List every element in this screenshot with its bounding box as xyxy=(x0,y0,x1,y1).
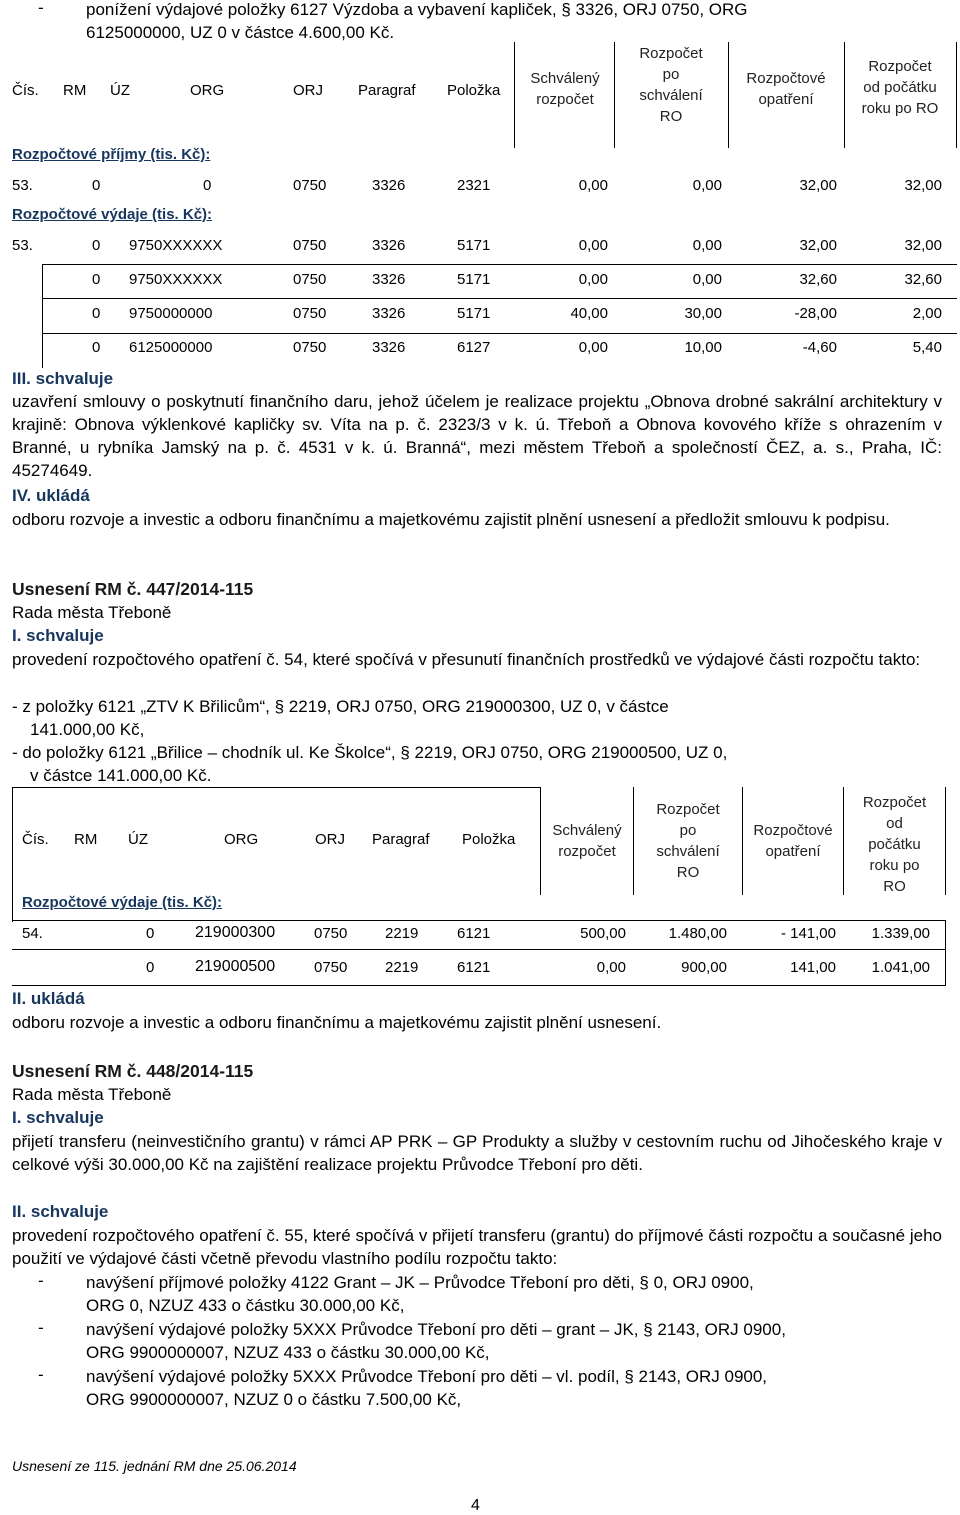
table2-cell: 0750 xyxy=(314,925,348,942)
table1-cell: 0 xyxy=(92,271,101,288)
table1-cell: 2,00 xyxy=(912,305,942,322)
table2-cell: 500,00 xyxy=(580,925,626,942)
table1-cell: 6127 xyxy=(457,339,491,356)
resolution-447-item-2a: - do položky 6121 „Břilice – chodník ul. Ke Školce“, § 2219, ORJ 0750, ORG 219000500, UZ 0, xyxy=(12,743,728,762)
header-text: Rozpočet xyxy=(639,45,703,62)
table1-header-paragraf: Paragraf xyxy=(358,82,416,99)
resolution-448-item-2b: ORG 9900000007, NZUZ 433 o částku 30.000,00 Kč, xyxy=(86,1343,490,1362)
table2-cell: 141,00 xyxy=(790,959,836,976)
resolution-448-heading-1: I. schvaluje xyxy=(12,1108,104,1127)
table2-header-paragraf: Paragraf xyxy=(372,831,430,848)
resolution-447-item-1b: 141.000,00 Kč, xyxy=(30,720,145,739)
table1-header-orj: ORJ xyxy=(293,82,323,99)
page-number: 4 xyxy=(471,1497,480,1514)
table1-section-prijmy: Rozpočtové příjmy (tis. Kč): xyxy=(12,146,211,163)
table1-hline xyxy=(42,264,957,265)
resolution-447-text-1: provedení rozpočtového opatření č. 54, které spočívá v přesunutí finančních prostředků ve výdajové části rozpočtu takto: xyxy=(12,650,921,669)
table2-header-opatreni xyxy=(743,820,843,862)
table1-cell: 32,00 xyxy=(904,177,942,194)
section-iv-text: odboru rozvoje a investic a odboru finančnímu a majetkovému zajistit plnění usnesení a předložit smlouvu k podpisu. xyxy=(12,510,890,529)
header-text: po xyxy=(679,822,697,839)
table1-cell: 32,00 xyxy=(799,237,837,254)
table2-cell: - 141,00 xyxy=(780,925,836,942)
table2-hline xyxy=(12,920,946,921)
table1-cell: 30,00 xyxy=(684,305,722,322)
table2-cell: 2219 xyxy=(385,959,419,976)
table1-cell: 5,40 xyxy=(912,339,942,356)
table1-cell: 3326 xyxy=(372,237,406,254)
resolution-448-item-1a: navýšení příjmové položky 4122 Grant – JK – Průvodce Třeboní pro děti, § 0, ORJ 0900, xyxy=(86,1273,754,1292)
header-text: Rozpočet xyxy=(868,58,932,75)
table2-vline xyxy=(945,787,946,895)
header-text: RO xyxy=(676,864,700,881)
table1-hline xyxy=(42,298,957,299)
header-text: Rozpočet xyxy=(656,801,720,818)
header-text: počátku xyxy=(868,836,921,853)
table2-cell: 2219 xyxy=(385,925,419,942)
resolution-447-body: Rada města Třeboně xyxy=(12,603,172,622)
resolution-447-heading-1: I. schvaluje xyxy=(12,626,104,645)
table1-vline xyxy=(514,42,515,148)
table1-vline xyxy=(42,264,43,368)
intro-line-2: 6125000000, UZ 0 v částce 4.600,00 Kč. xyxy=(86,23,395,42)
table2-vline xyxy=(945,920,946,986)
header-text: Rozpočet xyxy=(862,794,927,811)
resolution-448-title: Usnesení RM č. 448/2014-115 xyxy=(12,1061,254,1081)
table1-cell: -28,00 xyxy=(794,305,837,322)
bullet-dash: - xyxy=(38,1318,44,1337)
header-text: Rozpočtové xyxy=(746,70,826,87)
table1-cell: 9750000000 xyxy=(129,305,213,322)
table1-section-vydaje: Rozpočtové výdaje (tis. Kč): xyxy=(12,206,213,223)
table2-cell: 0,00 xyxy=(596,959,626,976)
header-text: opatření xyxy=(765,843,821,860)
table2-header-schvaleny xyxy=(541,820,633,862)
table2-header-cis: Čís. xyxy=(22,831,49,848)
table1-cell: -4,60 xyxy=(802,339,837,356)
table1-cell: 9750XXXXXX xyxy=(129,271,223,288)
table1-header-rm: RM xyxy=(63,82,87,99)
table1-cell: 32,00 xyxy=(799,177,837,194)
table1-header-od-pocatku xyxy=(845,56,955,119)
table1-header-polozka: Položka xyxy=(447,82,501,99)
table1-header-schvaleny xyxy=(516,68,614,110)
table2-section-vydaje: Rozpočtové výdaje (tis. Kč): xyxy=(22,894,223,911)
resolution-448-item-3b: ORG 9900000007, NZUZ 0 o částku 7.500,00 Kč, xyxy=(86,1390,462,1409)
section-iii-heading: III. schvaluje xyxy=(12,369,114,388)
table1-vline xyxy=(956,42,957,148)
header-text: od počátku xyxy=(863,79,937,96)
table1-cell: 0,00 xyxy=(578,339,608,356)
resolution-447-item-2b: v částce 141.000,00 Kč. xyxy=(30,766,212,785)
table1-cell: 0750 xyxy=(293,339,327,356)
table2-header-rm: RM xyxy=(74,831,98,848)
table1-cell: 0750 xyxy=(293,305,327,322)
table2-header-polozka: Položka xyxy=(462,831,516,848)
table1-cell: 0 xyxy=(92,305,101,322)
table1-cell: 0 xyxy=(203,177,212,194)
table1-header-po-schvaleni xyxy=(615,43,727,127)
table2-cell: 219000500 xyxy=(195,958,276,975)
resolution-448-item-2a: navýšení výdajové položky 5XXX Průvodce Třeboní pro děti – grant – JK, § 2143, ORJ 0900, xyxy=(86,1320,786,1339)
table2-hline xyxy=(12,787,540,788)
table1-header-uz: ÚZ xyxy=(110,82,130,99)
table1-cell: 0 xyxy=(92,177,101,194)
header-text: Rozpočtové xyxy=(753,822,833,839)
table2-cell: 6121 xyxy=(457,925,491,942)
resolution-447-item-1a: - z položky 6121 „ZTV K Břilicům“, § 2219, ORJ 0750, ORG 219000300, UZ 0, v částce xyxy=(12,697,669,716)
table1-cell: 0,00 xyxy=(578,271,608,288)
table1-cell: 32,60 xyxy=(799,271,837,288)
header-text: Schválený xyxy=(552,822,622,839)
header-text: roku po RO xyxy=(861,100,939,117)
table1-header-cis: Čís. xyxy=(12,82,39,99)
header-text: po xyxy=(662,66,680,83)
table1-hline xyxy=(42,333,957,334)
header-text: rozpočet xyxy=(558,843,616,860)
table2-hline xyxy=(12,949,946,950)
resolution-448-text-1: přijetí transferu (neinvestičního grantu) v rámci AP PRK – GP Produkty a služby v cestovním ruchu od Jihočeského kraje v celkové výši 30.000,00 Kč na zajištění realizace projektu Průvodce Třeboní pro děti. xyxy=(12,1132,942,1174)
resolution-448-heading-2: II. schvaluje xyxy=(12,1202,109,1221)
header-text: opatření xyxy=(758,91,814,108)
table1-cell: 0,00 xyxy=(578,177,608,194)
table1-cell: 3326 xyxy=(372,339,406,356)
table1-cell: 5171 xyxy=(457,271,491,288)
header-text: rozpočet xyxy=(536,91,594,108)
table1-cell: 32,00 xyxy=(904,237,942,254)
table2-cell: 1.041,00 xyxy=(871,959,930,976)
header-text: od xyxy=(886,815,903,832)
table1-cell: 53. xyxy=(12,177,33,194)
table1-cell: 0,00 xyxy=(692,237,722,254)
resolution-448-text-2: provedení rozpočtového opatření č. 55, které spočívá v přijetí transferu (grantu) do příjmové části rozpočtu a současné jeho použití ve výdajové části včetně převodu vlastního podílu rozpočtu takto: xyxy=(12,1226,942,1268)
table1-header-opatreni xyxy=(729,68,843,110)
header-text: RO xyxy=(659,108,683,125)
section-iv-heading: IV. ukládá xyxy=(12,486,90,505)
bullet-dash: - xyxy=(38,1271,44,1290)
table2-cell: 54. xyxy=(22,925,43,942)
table2-header-od-pocatku xyxy=(844,792,945,897)
bullet-dash: - xyxy=(38,1365,44,1384)
table2-cell: 1.480,00 xyxy=(668,925,727,942)
table1-cell: 40,00 xyxy=(570,305,608,322)
header-text: schválení xyxy=(639,87,703,104)
table2-cell: 0 xyxy=(146,959,155,976)
table2-hline xyxy=(12,985,946,986)
header-text: Schválený xyxy=(530,70,600,87)
table1-cell: 0 xyxy=(92,237,101,254)
table1-cell: 0,00 xyxy=(692,177,722,194)
table1-cell: 32,60 xyxy=(904,271,942,288)
resolution-447-text-2: odboru rozvoje a investic a odboru finančnímu a majetkovému zajistit plnění usnesení. xyxy=(12,1013,662,1032)
table2-header-orj: ORJ xyxy=(315,831,345,848)
section-iii-text: uzavření smlouvy o poskytnutí finančního daru, jehož účelem je realizace projektu „Obnova drobné sakrální architektury v krajině: Obnova výklenkové kapličky sv. Víta na p. č. 2323/3 v k. ú. Třeboň a Obnova kovového kříže s ohrazením v Branné, u rybníka Jamský na p. č. 4531 v k. ú. Branná“, mezi městem Třeboň a společností ČEZ, a. s., Praha, IČ: 45274649. xyxy=(12,392,942,480)
header-text: roku po xyxy=(869,857,920,874)
table2-header-po-schvaleni xyxy=(634,799,742,883)
table1-header-org: ORG xyxy=(190,82,225,99)
table1-cell: 0750 xyxy=(293,271,327,288)
table1-cell: 9750XXXXXX xyxy=(129,237,223,254)
table1-cell: 0750 xyxy=(293,177,327,194)
table1-cell: 53. xyxy=(12,237,33,254)
resolution-448-body: Rada města Třeboně xyxy=(12,1085,172,1104)
header-text: schválení xyxy=(656,843,720,860)
table2-cell: 0750 xyxy=(314,959,348,976)
table1-cell: 5171 xyxy=(457,237,491,254)
resolution-448-item-1b: ORG 0, NZUZ 433 o částku 30.000,00 Kč, xyxy=(86,1296,405,1315)
page-footer: Usnesení ze 115. jednání RM dne 25.06.2014 xyxy=(12,1458,297,1474)
table1-cell: 3326 xyxy=(372,305,406,322)
table2-header-org: ORG xyxy=(224,831,259,848)
table1-cell: 0,00 xyxy=(578,237,608,254)
table1-cell: 0750 xyxy=(293,237,327,254)
table1-cell: 6125000000 xyxy=(129,339,213,356)
table2-vline xyxy=(12,787,13,922)
bullet-dash: - xyxy=(38,0,44,17)
table1-cell: 0 xyxy=(92,339,101,356)
table1-cell: 0,00 xyxy=(692,271,722,288)
table2-header-uz: ÚZ xyxy=(128,831,148,848)
table1-cell: 3326 xyxy=(372,177,406,194)
header-text: RO xyxy=(883,878,906,895)
table1-cell: 3326 xyxy=(372,271,406,288)
table2-cell: 1.339,00 xyxy=(871,925,930,942)
table1-cell: 10,00 xyxy=(684,339,722,356)
table2-cell: 6121 xyxy=(457,959,491,976)
table2-cell: 219000300 xyxy=(195,924,276,941)
table1-cell: 2321 xyxy=(457,177,491,194)
resolution-447-title: Usnesení RM č. 447/2014-115 xyxy=(12,579,254,599)
resolution-447-heading-2: II. ukládá xyxy=(12,989,85,1008)
table2-cell: 900,00 xyxy=(681,959,727,976)
table2-cell: 0 xyxy=(146,925,155,942)
resolution-448-item-3a: navýšení výdajové položky 5XXX Průvodce Třeboní pro děti – vl. podíl, § 2143, ORJ 0900, xyxy=(86,1367,768,1386)
intro-line-1: ponížení výdajové položky 6127 Výzdoba a vybavení kapliček, § 3326, ORJ 0750, ORG xyxy=(86,0,748,19)
table1-cell: 5171 xyxy=(457,305,491,322)
